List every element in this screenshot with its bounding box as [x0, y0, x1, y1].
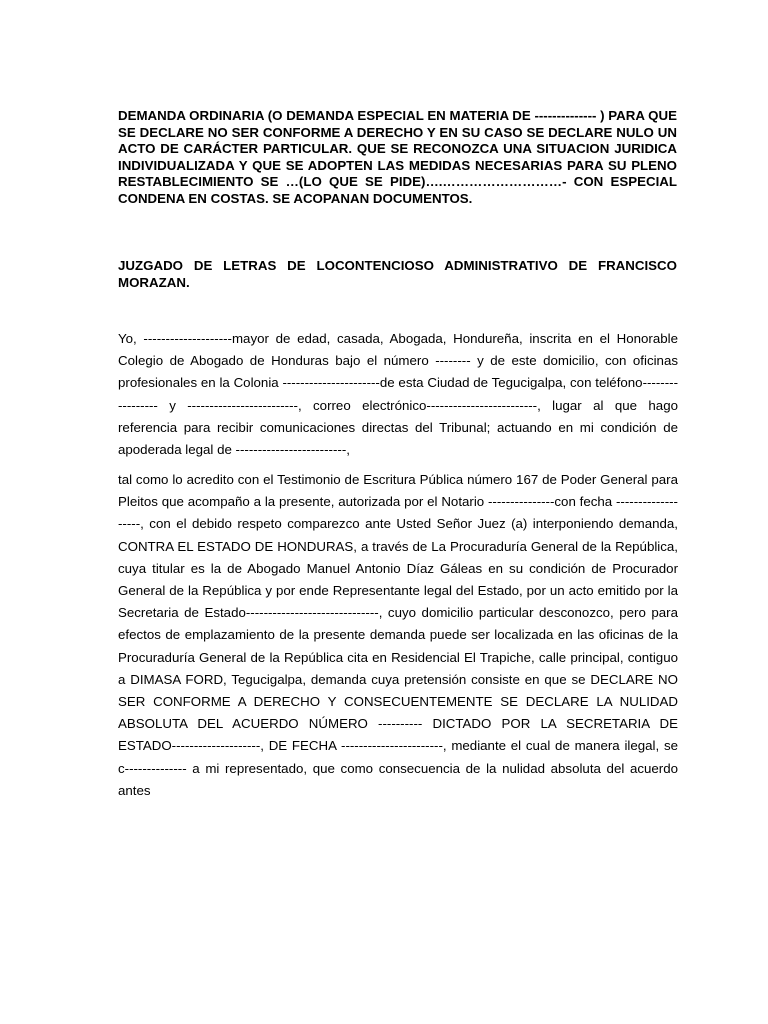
court-heading: JUZGADO DE LETRAS DE LOCONTENCIOSO ADMINISTRATIVO DE FRANCISCO MORAZAN.: [118, 258, 677, 290]
document-title: DEMANDA ORDINARIA (O DEMANDA ESPECIAL EN MATERIA DE -------------- ) PARA QUE SE DECLARE NO SER CONFORME A DERECHO Y EN SU CASO SE DECLARE NULO UN ACTO DE CARÁCTER PARTICULAR. QUE SE RECONOZCA UNA SITUACION JURIDICA INDIVIDUALIZADA Y QUE SE ADOPTEN LAS MEDIDAS NECESARIAS PARA SU PLENO RESTABLECIMIENTO SE …(LO QUE SE PIDE)….………………………- CON ESPECIAL CONDENA EN COSTAS. SE ACOPANAN DOCUMENTOS.: [118, 108, 677, 206]
body-paragraph-2: tal como lo acredito con el Testimonio de Escritura Pública número 167 de Poder General para Pleitos que acompaño a la presente, autorizada por el Notario ---------------con fecha -------------------, con el debido respeto comparezco ante Usted Señor Juez (a) interponiendo demanda, CONTRA EL ESTADO DE HONDURAS, a través de La Procuraduría General de la República, cuya titular es la de Abogado Manuel Antonio Díaz Gáleas en su condición de Procurador General de la República y por ende Representante legal del Estado, por un acto emitido por la Secretaria de Estado------------------------------, cuyo domicilio particular desconozco, pero para efectos de emplazamiento de la presente demanda puede ser localizada en las oficinas de la Procuraduría General de la República cita en Residencial El Trapiche, calle principal, contiguo a DIMASA FORD, Tegucigalpa, demanda cuya pretensión consiste en que se DECLARE NO SER CONFORME A DERECHO Y CONSECUENTEMENTE SE DECLARE LA NULIDAD ABSOLUTA DEL ACUERDO NÚMERO ---------- DICTADO POR LA SECRETARIA DE ESTADO--------------------, DE FECHA -----------------------, mediante el cual de manera ilegal, se c-------------- a mi representado, que como consecuencia de la nulidad absoluta del acuerdo antes: [118, 472, 678, 798]
body-paragraph-1: Yo, --------------------mayor de edad, casada, Abogada, Hondureña, inscrita en el Honorable Colegio de Abogado de Honduras bajo el número -------- y de este domicilio, con oficinas profesionales en la Colonia ----------------------de esta Ciudad de Tegucigalpa, con teléfono----------------- y -------------------------, correo electrónico-------------------------, lugar al que hago referencia para recibir comunicaciones directas del Tribunal; actuando en mi condición de apoderada legal de -------------------------,: [118, 331, 678, 458]
